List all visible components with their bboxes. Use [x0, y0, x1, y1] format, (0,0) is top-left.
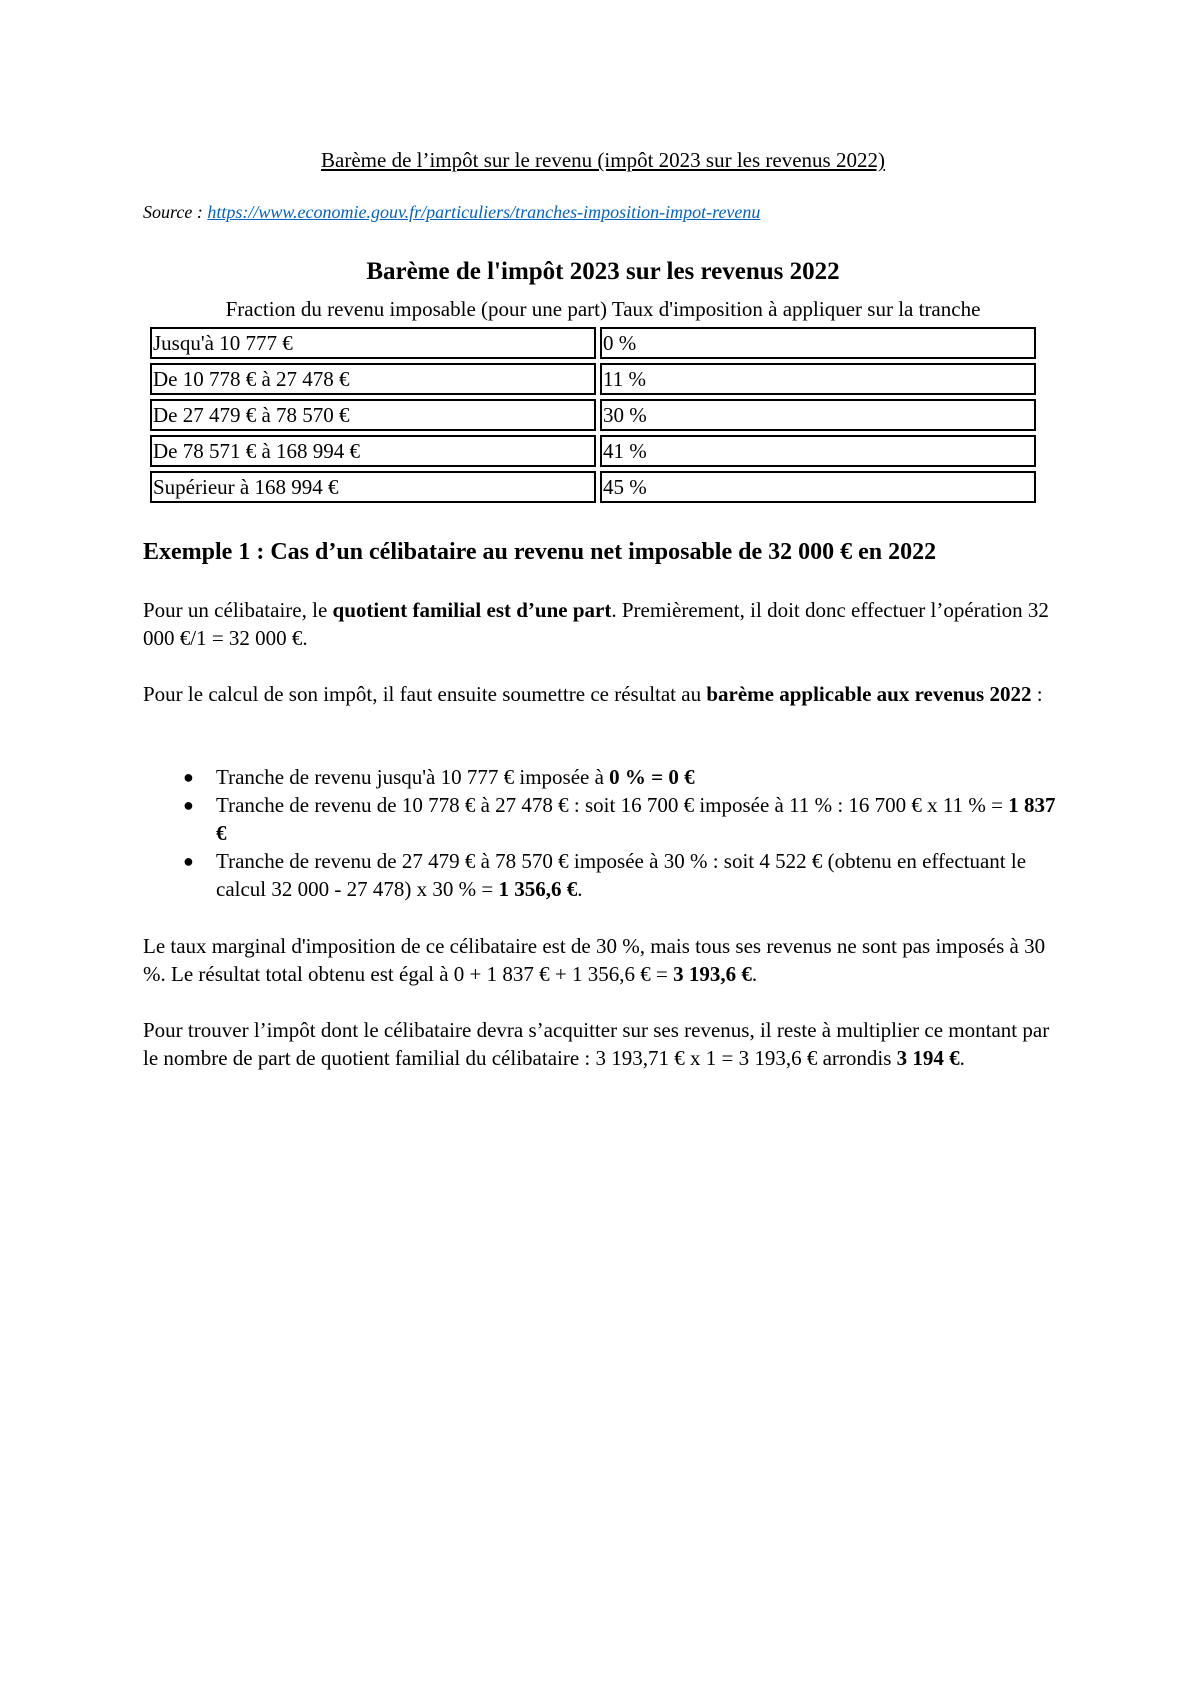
tranche-cell: De 78 571 € à 168 994 € [150, 435, 596, 467]
table-row [150, 363, 1036, 395]
text: Pour un célibataire, le [143, 598, 333, 622]
source-link[interactable]: https://www.economie.gouv.fr/particuliers/tranches-imposition-impot-revenu [207, 202, 761, 222]
bullet-icon: ● [183, 795, 194, 815]
text: . [751, 962, 758, 986]
bold-text: 0 % = 0 € [609, 765, 695, 789]
source-label: Source : [143, 202, 208, 222]
bold-text: barème applicable aux revenus 2022 [706, 682, 1032, 706]
tranche-cell: Jusqu'à 10 777 € [150, 327, 596, 359]
text: : [1031, 682, 1043, 706]
tranche-cell: De 27 479 € à 78 570 € [150, 399, 596, 431]
bullet-icon: ● [183, 851, 194, 871]
bold-text: 1 837 € [216, 793, 1056, 845]
source-line [143, 200, 760, 224]
taux-cell: 11 % [600, 363, 1036, 395]
paragraph-taux-marginal [143, 932, 1063, 988]
text: . Premièrement, il doit donc effectuer l’opération 32 000 €/1 = 32 000 €. [143, 598, 1049, 650]
table-row [150, 399, 1036, 431]
taux-cell: 0 % [600, 327, 1036, 359]
tranche-cell: Supérieur à 168 994 € [150, 471, 596, 503]
tranche-cell: De 10 778 € à 27 478 € [150, 363, 596, 395]
bullet-icon: ● [183, 767, 194, 787]
paragraph-bareme [143, 680, 1063, 708]
table-row [150, 327, 1036, 359]
taux-cell: 41 % [600, 435, 1036, 467]
bold-text: 3 194 € [896, 1046, 960, 1070]
calculation-list [143, 763, 1063, 903]
table-header: Fraction du revenu imposable (pour une part) Taux d'imposition à appliquer sur la tranche [225, 297, 981, 321]
list-item [143, 763, 1063, 791]
taux-cell: 45 % [600, 471, 1036, 503]
text: . [959, 1046, 965, 1070]
paragraph-impot-final [143, 1016, 1063, 1072]
text: Le taux marginal d'imposition de ce célibataire est de 30 %, mais tous ses revenus ne sont pas imposés à 30 %. Le résultat total obtenu est égal à 0 + 1 837 € + 1 356,6 € = [143, 934, 1046, 986]
list-item [143, 791, 1063, 847]
bold-text: 1 356,6 € [498, 877, 578, 901]
example-title: Exemple 1 : Cas d’un célibataire au revenu net imposable de 32 000 € en 2022 [143, 539, 937, 565]
bold-text: quotient familial est d’une part [332, 598, 612, 622]
table-title: Barème de l'impôt 2023 sur les revenus 2022 [366, 258, 840, 285]
table-row [150, 435, 1036, 467]
text: Tranche de revenu jusqu'à 10 777 € imposée à [216, 765, 610, 789]
text: Pour le calcul de son impôt, il faut ensuite soumettre ce résultat au [143, 682, 707, 706]
bold-text: 3 193,6 € [673, 962, 752, 986]
taux-cell: 30 % [600, 399, 1036, 431]
text: Tranche de revenu de 27 479 € à 78 570 € imposée à 30 % : soit 4 522 € (obtenu en effectuant le calcul 32 000 - 27 478) x 30 % = [216, 849, 1027, 901]
bareme-table [146, 323, 1040, 507]
document-title: Barème de l’impôt sur le revenu (impôt 2023 sur les revenus 2022) [321, 148, 885, 172]
table-row [150, 471, 1036, 503]
text: . [577, 877, 583, 901]
text: Pour trouver l’impôt dont le célibataire devra s’acquitter sur ses revenus, il reste à multiplier ce montant par le nombre de part de quotient familial du célibataire : 3 193,71 € x 1 = 3 193,6 € arrondis [143, 1018, 1050, 1070]
paragraph-quotient [143, 596, 1063, 652]
list-item [143, 847, 1063, 903]
text: Tranche de revenu de 10 778 € à 27 478 € : soit 16 700 € imposée à 11 % : 16 700 € x 11 % = [216, 793, 1009, 817]
